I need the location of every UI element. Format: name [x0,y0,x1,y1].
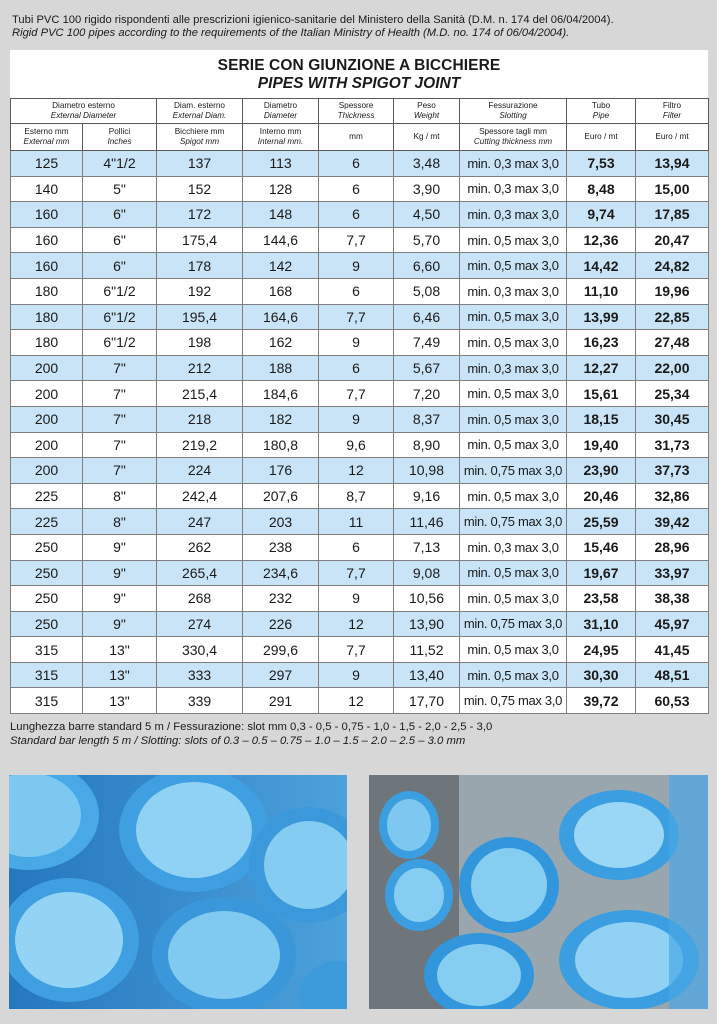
cell-thickness: 9 [319,330,394,356]
cell-external-mm: 200 [11,432,83,458]
table-row [11,202,709,228]
cell-inches: 5" [83,176,157,202]
cell-internal-mm: 299,6 [243,637,319,663]
cell-pipe-price: 8,48 [567,176,636,202]
cell-spigot-mm: 152 [157,176,243,202]
header-internal-diameter: Diametro Diameter [243,99,319,124]
cell-internal-mm: 128 [243,176,319,202]
pipes-illustration-right [369,775,708,1009]
cell-spigot-mm: 333 [157,662,243,688]
title-english: PIPES WITH SPIGOT JOINT [257,75,461,92]
cell-slotting: min. 0,5 max 3,0 [460,227,567,253]
cell-spigot-mm: 195,4 [157,304,243,330]
cell-spigot-mm: 330,4 [157,637,243,663]
cell-thickness: 9 [319,586,394,612]
unit-filter-euro: Euro / mt [636,124,709,151]
table-row [11,381,709,407]
intro-text [12,14,712,40]
cell-slotting: min. 0,5 max 3,0 [460,381,567,407]
cell-inches: 6" [83,227,157,253]
cell-thickness: 6 [319,355,394,381]
cell-thickness: 7,7 [319,560,394,586]
cell-external-mm: 315 [11,662,83,688]
cell-thickness: 9 [319,662,394,688]
cell-pipe-price: 12,36 [567,227,636,253]
cell-weight: 17,70 [394,688,460,714]
cell-weight: 8,90 [394,432,460,458]
cell-filter-price: 20,47 [636,227,709,253]
cell-pipe-price: 14,42 [567,253,636,279]
table-row [11,253,709,279]
table-row [11,611,709,637]
footnote-italian: Lunghezza barre standard 5 m / Fessurazione: slot mm 0,3 - 0,5 - 0,75 - 1,0 - 1,5 - 2,0 - 2,5 - 3,0 [10,721,493,733]
unit-external-mm: Esterno mm External mm [11,124,83,151]
cell-external-mm: 160 [11,253,83,279]
cell-filter-price: 25,34 [636,381,709,407]
cell-slotting: min. 0,5 max 3,0 [460,406,567,432]
cell-slotting: min. 0,5 max 3,0 [460,560,567,586]
cell-spigot-mm: 137 [157,151,243,177]
cell-spigot-mm: 262 [157,534,243,560]
cell-pipe-price: 18,15 [567,406,636,432]
cell-weight: 6,46 [394,304,460,330]
cell-pipe-price: 39,72 [567,688,636,714]
cell-filter-price: 24,82 [636,253,709,279]
cell-internal-mm: 176 [243,458,319,484]
cell-filter-price: 45,97 [636,611,709,637]
cell-weight: 3,48 [394,151,460,177]
cell-slotting: min. 0,5 max 3,0 [460,662,567,688]
cell-spigot-mm: 265,4 [157,560,243,586]
cell-external-mm: 250 [11,534,83,560]
pipe-spec-table [10,98,709,714]
cell-pipe-price: 19,40 [567,432,636,458]
header-filter-price: Filtro Filter [636,99,709,124]
cell-external-mm: 200 [11,458,83,484]
cell-internal-mm: 226 [243,611,319,637]
cell-internal-mm: 184,6 [243,381,319,407]
table-row [11,278,709,304]
cell-external-mm: 225 [11,509,83,535]
header-pipe-price: Tubo Pipe [567,99,636,124]
cell-weight: 11,52 [394,637,460,663]
cell-pipe-price: 20,46 [567,483,636,509]
table-row [11,483,709,509]
cell-weight: 13,40 [394,662,460,688]
cell-weight: 7,13 [394,534,460,560]
table-row [11,227,709,253]
cell-filter-price: 33,97 [636,560,709,586]
unit-inches: Pollici Inches [83,124,157,151]
cell-internal-mm: 297 [243,662,319,688]
unit-pipe-euro: Euro / mt [567,124,636,151]
cell-external-mm: 200 [11,406,83,432]
cell-inches: 9" [83,534,157,560]
cell-spigot-mm: 212 [157,355,243,381]
cell-filter-price: 19,96 [636,278,709,304]
table-row [11,637,709,663]
cell-pipe-price: 24,95 [567,637,636,663]
cell-thickness: 6 [319,278,394,304]
cell-slotting: min. 0,3 max 3,0 [460,278,567,304]
cell-thickness: 12 [319,688,394,714]
cell-filter-price: 30,45 [636,406,709,432]
cell-inches: 7" [83,355,157,381]
table-row [11,509,709,535]
cell-weight: 7,20 [394,381,460,407]
cell-inches: 7" [83,406,157,432]
table-title [10,50,708,98]
cell-spigot-mm: 198 [157,330,243,356]
cell-inches: 9" [83,611,157,637]
cell-pipe-price: 23,58 [567,586,636,612]
cell-inches: 13" [83,637,157,663]
cell-thickness: 9 [319,406,394,432]
cell-weight: 9,16 [394,483,460,509]
cell-slotting: min. 0,3 max 3,0 [460,355,567,381]
cell-inches: 7" [83,432,157,458]
cell-internal-mm: 234,6 [243,560,319,586]
header-slotting: Fessurazione Slotting [460,99,567,124]
cell-weight: 13,90 [394,611,460,637]
cell-slotting: min. 0,3 max 3,0 [460,534,567,560]
table-row [11,304,709,330]
cell-internal-mm: 144,6 [243,227,319,253]
cell-slotting: min. 0,5 max 3,0 [460,330,567,356]
cell-weight: 10,56 [394,586,460,612]
cell-external-mm: 315 [11,637,83,663]
table-row [11,406,709,432]
pipes-illustration-left [9,775,347,1009]
cell-inches: 13" [83,662,157,688]
cell-thickness: 7,7 [319,304,394,330]
table-row [11,355,709,381]
header-thickness: Spessore Thickness [319,99,394,124]
cell-thickness: 7,7 [319,227,394,253]
cell-weight: 11,46 [394,509,460,535]
unit-thickness-mm: mm [319,124,394,151]
cell-pipe-price: 19,67 [567,560,636,586]
cell-inches: 4"1/2 [83,151,157,177]
cell-inches: 6"1/2 [83,304,157,330]
price-table-panel [10,50,708,714]
unit-weight-kg: Kg / mt [394,124,460,151]
cell-inches: 8" [83,483,157,509]
cell-slotting: min. 0,75 max 3,0 [460,458,567,484]
cell-filter-price: 22,85 [636,304,709,330]
cell-spigot-mm: 219,2 [157,432,243,458]
cell-inches: 6" [83,253,157,279]
cell-external-mm: 250 [11,586,83,612]
cell-thickness: 7,7 [319,381,394,407]
cell-internal-mm: 162 [243,330,319,356]
cell-spigot-mm: 268 [157,586,243,612]
cell-thickness: 6 [319,151,394,177]
cell-filter-price: 39,42 [636,509,709,535]
cell-internal-mm: 164,6 [243,304,319,330]
cell-external-mm: 140 [11,176,83,202]
cell-external-mm: 160 [11,227,83,253]
cell-filter-price: 60,53 [636,688,709,714]
cell-external-mm: 250 [11,611,83,637]
cell-filter-price: 17,85 [636,202,709,228]
intro-line-english: Rigid PVC 100 pipes according to the requirements of the Italian Ministry of Health (M.D. no. 174 of 06/04/2004). [12,27,570,39]
footnotes [10,720,710,748]
cell-thickness: 9 [319,253,394,279]
cell-pipe-price: 30,30 [567,662,636,688]
cell-spigot-mm: 218 [157,406,243,432]
cell-inches: 7" [83,381,157,407]
cell-slotting: min. 0,5 max 3,0 [460,432,567,458]
cell-external-mm: 200 [11,355,83,381]
cell-internal-mm: 182 [243,406,319,432]
table-row [11,458,709,484]
cell-thickness: 12 [319,458,394,484]
cell-internal-mm: 168 [243,278,319,304]
cell-external-mm: 315 [11,688,83,714]
cell-weight: 3,90 [394,176,460,202]
cell-internal-mm: 188 [243,355,319,381]
cell-inches: 8" [83,509,157,535]
cell-inches: 6"1/2 [83,278,157,304]
cell-filter-price: 27,48 [636,330,709,356]
cell-external-mm: 200 [11,381,83,407]
cell-thickness: 6 [319,176,394,202]
table-row [11,534,709,560]
cell-thickness: 12 [319,611,394,637]
cell-external-mm: 180 [11,330,83,356]
cell-pipe-price: 23,90 [567,458,636,484]
cell-external-mm: 180 [11,304,83,330]
cell-internal-mm: 207,6 [243,483,319,509]
cell-inches: 13" [83,688,157,714]
cell-inches: 9" [83,586,157,612]
pipes-photo-left [9,775,347,1009]
cell-thickness: 8,7 [319,483,394,509]
cell-thickness: 6 [319,534,394,560]
cell-slotting: min. 0,3 max 3,0 [460,202,567,228]
cell-weight: 6,60 [394,253,460,279]
cell-weight: 4,50 [394,202,460,228]
cell-internal-mm: 232 [243,586,319,612]
cell-spigot-mm: 339 [157,688,243,714]
cell-spigot-mm: 247 [157,509,243,535]
cell-slotting: min. 0,5 max 3,0 [460,304,567,330]
cell-slotting: min. 0,5 max 3,0 [460,483,567,509]
cell-pipe-price: 25,59 [567,509,636,535]
cell-external-mm: 180 [11,278,83,304]
table-row [11,586,709,612]
cell-inches: 6" [83,202,157,228]
cell-thickness: 7,7 [319,637,394,663]
title-italian: SERIE CON GIUNZIONE A BICCHIERE [217,57,501,74]
cell-external-mm: 160 [11,202,83,228]
cell-slotting: min. 0,5 max 3,0 [460,637,567,663]
cell-spigot-mm: 242,4 [157,483,243,509]
cell-pipe-price: 7,53 [567,151,636,177]
cell-spigot-mm: 175,4 [157,227,243,253]
cell-pipe-price: 15,61 [567,381,636,407]
cell-filter-price: 32,86 [636,483,709,509]
cell-weight: 7,49 [394,330,460,356]
table-row [11,560,709,586]
cell-filter-price: 31,73 [636,432,709,458]
cell-spigot-mm: 215,4 [157,381,243,407]
cell-inches: 7" [83,458,157,484]
cell-pipe-price: 13,99 [567,304,636,330]
cell-external-mm: 250 [11,560,83,586]
cell-external-mm: 125 [11,151,83,177]
unit-internal-mm: Interno mm Internal mm. [243,124,319,151]
cell-filter-price: 38,38 [636,586,709,612]
unit-spigot-mm: Bicchiere mm Spigot mm [157,124,243,151]
cell-internal-mm: 113 [243,151,319,177]
cell-pipe-price: 16,23 [567,330,636,356]
cell-weight: 5,08 [394,278,460,304]
cell-pipe-price: 9,74 [567,202,636,228]
pipes-photo-right [369,775,708,1009]
cell-thickness: 9,6 [319,432,394,458]
cell-internal-mm: 291 [243,688,319,714]
table-row [11,330,709,356]
table-body [11,151,709,714]
cell-internal-mm: 142 [243,253,319,279]
cell-weight: 8,37 [394,406,460,432]
footnote-english: Standard bar length 5 m / Slotting: slots of 0.3 – 0.5 – 0.75 – 1.0 – 1.5 – 2.0 – 2.5 – 3.0 mm [10,735,466,747]
table-row [11,176,709,202]
cell-internal-mm: 148 [243,202,319,228]
cell-slotting: min. 0,3 max 3,0 [460,151,567,177]
cell-weight: 5,67 [394,355,460,381]
cell-filter-price: 28,96 [636,534,709,560]
cell-slotting: min. 0,3 max 3,0 [460,176,567,202]
cell-pipe-price: 12,27 [567,355,636,381]
header-external-diameter: Diametro esterno External Diameter [11,99,157,124]
unit-cutting-thickness: Spessore tagli mm Cutting thickness mm [460,124,567,151]
table-row [11,432,709,458]
header-row-top [11,99,709,124]
cell-filter-price: 37,73 [636,458,709,484]
cell-filter-price: 13,94 [636,151,709,177]
cell-spigot-mm: 178 [157,253,243,279]
header-spigot-diameter: Diam. esterno External Diam. [157,99,243,124]
table-row [11,151,709,177]
cell-inches: 9" [83,560,157,586]
cell-pipe-price: 11,10 [567,278,636,304]
cell-internal-mm: 203 [243,509,319,535]
cell-spigot-mm: 224 [157,458,243,484]
cell-weight: 10,98 [394,458,460,484]
cell-slotting: min. 0,75 max 3,0 [460,509,567,535]
cell-thickness: 11 [319,509,394,535]
header-row-units [11,124,709,151]
cell-spigot-mm: 274 [157,611,243,637]
cell-slotting: min. 0,5 max 3,0 [460,586,567,612]
cell-slotting: min. 0,75 max 3,0 [460,688,567,714]
intro-line-italian: Tubi PVC 100 rigido rispondenti alle prescrizioni igienico-sanitarie del Ministero della Sanità (D.M. n. 174 del 06/04/2004). [12,14,614,26]
cell-thickness: 6 [319,202,394,228]
cell-pipe-price: 15,46 [567,534,636,560]
table-row [11,688,709,714]
cell-slotting: min. 0,75 max 3,0 [460,611,567,637]
cell-spigot-mm: 172 [157,202,243,228]
cell-filter-price: 48,51 [636,662,709,688]
cell-internal-mm: 180,8 [243,432,319,458]
cell-filter-price: 15,00 [636,176,709,202]
cell-filter-price: 41,45 [636,637,709,663]
cell-filter-price: 22,00 [636,355,709,381]
cell-internal-mm: 238 [243,534,319,560]
table-row [11,662,709,688]
cell-pipe-price: 31,10 [567,611,636,637]
cell-inches: 6"1/2 [83,330,157,356]
cell-spigot-mm: 192 [157,278,243,304]
cell-weight: 9,08 [394,560,460,586]
cell-weight: 5,70 [394,227,460,253]
header-weight: Peso Weight [394,99,460,124]
cell-slotting: min. 0,5 max 3,0 [460,253,567,279]
cell-external-mm: 225 [11,483,83,509]
